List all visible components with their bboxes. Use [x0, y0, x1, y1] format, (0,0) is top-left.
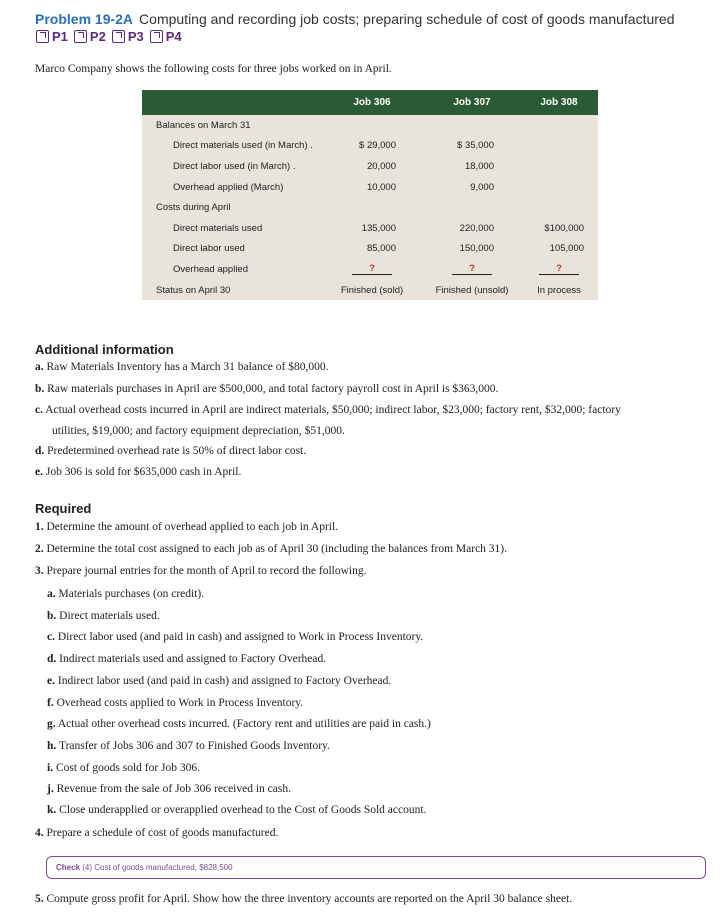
header-blank — [142, 90, 320, 115]
item-text: Predetermined overhead rate is 50% of direct labor cost. — [47, 445, 307, 457]
item-key: h. — [47, 740, 57, 752]
item-text: Actual other overhead costs incurred. (Factory rent and utilities are paid in cash.) — [57, 718, 431, 730]
learning-objective-links — [36, 29, 182, 44]
item-text: Compute gross profit for April. Show how the three inventory accounts are reported on the April 30 balance sheet. — [46, 893, 573, 905]
table-cell — [520, 136, 598, 157]
table-cell — [424, 115, 520, 136]
required-item — [47, 762, 200, 774]
item-text: Indirect materials used and assigned to Factory Overhead. — [59, 653, 327, 665]
table-row — [142, 218, 598, 239]
table-cell: Finished (sold) — [340, 284, 404, 296]
required-item — [47, 588, 204, 600]
check-label: Check — [56, 863, 81, 872]
item-text: Overhead costs applied to Work in Process Inventory. — [56, 697, 304, 709]
row-label: Direct labor used (in March) . — [173, 160, 296, 172]
item-key: f. — [47, 697, 54, 709]
required-item — [35, 827, 278, 839]
table-row — [142, 136, 598, 157]
item-key: a. — [47, 588, 56, 600]
table-cell: 9,000 — [470, 181, 494, 193]
table-header — [142, 90, 598, 115]
table-cell: 150,000 — [459, 243, 494, 255]
table-cell — [520, 115, 598, 136]
item-text: Materials purchases (on credit). — [58, 588, 205, 600]
check-text: (4) Cost of goods manufactured, $828,500 — [82, 863, 233, 872]
table-cell: In process — [537, 284, 581, 296]
required-item — [47, 631, 423, 643]
required-item — [35, 543, 507, 555]
item-text: Raw materials purchases in April are $500,000, and total factory payroll cost in April is $363,000. — [47, 383, 499, 395]
additional-item — [35, 445, 306, 457]
item-key: e. — [35, 466, 43, 478]
item-text: Transfer of Jobs 306 and 307 to Finished Goods Inventory. — [58, 740, 330, 752]
table-cell: 105,000 — [549, 243, 584, 255]
item-text: Close underapplied or overapplied overhead to the Cost of Goods Sold account. — [59, 804, 427, 816]
required-item — [47, 740, 330, 752]
table-cell: $ 29,000 — [359, 140, 396, 152]
problem-subtitle: Computing and recording job costs; preparing schedule of cost of goods manufactured — [139, 11, 675, 27]
table-cell: 85,000 — [366, 243, 396, 255]
external-link-icon — [150, 30, 163, 43]
table-cell — [520, 259, 598, 280]
table-cell: $100,000 — [544, 222, 584, 234]
item-key: g. — [47, 718, 56, 730]
table-cell — [520, 177, 598, 198]
item-text: Actual overhead costs incurred in April are indirect materials, $50,000; indirect labor, $23,000; factory rent, $32,000; factory — [45, 404, 621, 416]
external-link-icon — [112, 30, 125, 43]
row-label: Direct labor used — [173, 243, 245, 255]
required-heading: Required — [35, 501, 92, 516]
item-key: 4. — [35, 827, 44, 839]
item-key: c. — [35, 404, 43, 416]
external-link-icon — [74, 30, 87, 43]
required-item-5 — [35, 893, 572, 905]
table-cell: 135,000 — [361, 222, 396, 234]
item-key: 2. — [35, 543, 44, 555]
item-key: d. — [35, 445, 45, 457]
table-cell: 220,000 — [459, 222, 494, 234]
required-item — [47, 718, 431, 730]
item-text: Determine the amount of overhead applied to each job in April. — [46, 521, 339, 533]
table-cell: $ 35,000 — [457, 140, 494, 152]
check-box — [46, 856, 706, 879]
item-key: 1. — [35, 521, 44, 533]
item-key: k. — [47, 804, 57, 816]
link-p1[interactable] — [36, 29, 68, 44]
item-key: d. — [47, 653, 57, 665]
unknown-value: ? — [539, 263, 579, 275]
required-item — [35, 565, 367, 577]
table-cell: 18,000 — [464, 160, 494, 172]
item-text: Direct materials used. — [59, 610, 160, 622]
required-item — [47, 804, 426, 816]
item-text: utilities, $19,000; and factory equipment depreciation, $51,000. — [52, 425, 345, 437]
additional-heading: Additional information — [35, 342, 174, 357]
item-text: Prepare a schedule of cost of goods manufactured. — [46, 827, 279, 839]
table-row — [142, 156, 598, 177]
item-text: Determine the total cost assigned to each job as of April 30 (including the balances from March 31). — [46, 543, 508, 555]
required-item — [47, 697, 303, 709]
item-text: Direct labor used (and paid in cash) and assigned to Work in Process Inventory. — [57, 631, 424, 643]
link-label: P1 — [52, 29, 68, 44]
table-row — [142, 239, 598, 260]
unknown-value: ? — [352, 263, 392, 275]
item-key: j. — [47, 783, 54, 795]
link-label: P4 — [165, 29, 182, 44]
table-cell: 10,000 — [366, 181, 396, 193]
item-key: c. — [47, 631, 55, 643]
row-label: Status on April 30 — [156, 284, 231, 296]
required-item — [47, 653, 326, 665]
table-cell — [424, 197, 520, 218]
table-cell: 20,000 — [366, 160, 396, 172]
row-label: Balances on March 31 — [156, 119, 251, 131]
item-key: e. — [47, 675, 55, 687]
table-row — [142, 259, 598, 280]
required-item — [47, 783, 291, 795]
table-cell: Finished (unsold) — [435, 284, 509, 296]
header-job-307: Job 307 — [424, 90, 520, 115]
item-text: Raw Materials Inventory has a March 31 balance of $80,000. — [46, 361, 329, 373]
link-p4[interactable] — [150, 29, 182, 44]
item-key: i. — [47, 762, 54, 774]
additional-item — [35, 361, 328, 373]
link-label: P2 — [89, 29, 106, 44]
table-cell — [320, 115, 424, 136]
row-label: Costs during April — [156, 202, 231, 214]
header-job-308: Job 308 — [520, 90, 598, 115]
table-cell — [320, 259, 424, 280]
item-key: 5. — [35, 893, 44, 905]
link-p3[interactable] — [112, 29, 144, 44]
table-cell — [424, 259, 520, 280]
required-item — [35, 521, 338, 533]
additional-item — [35, 383, 498, 395]
item-key: b. — [35, 383, 45, 395]
item-key: a. — [35, 361, 44, 373]
link-p2[interactable] — [74, 29, 106, 44]
problem-title — [35, 11, 674, 27]
table-cell — [520, 156, 598, 177]
additional-item — [52, 425, 345, 437]
required-item — [47, 610, 160, 622]
additional-item — [35, 466, 241, 478]
external-link-icon — [36, 30, 49, 43]
row-label: Direct materials used — [173, 222, 263, 234]
item-text: Prepare journal entries for the month of April to record the following. — [46, 565, 367, 577]
header-job-306: Job 306 — [320, 90, 424, 115]
unknown-value: ? — [452, 263, 492, 275]
row-label: Overhead applied — [173, 263, 248, 275]
item-text: Indirect labor used (and paid in cash) and assigned to Factory Overhead. — [57, 675, 392, 687]
additional-item — [35, 404, 621, 416]
item-text: Cost of goods sold for Job 306. — [55, 762, 201, 774]
problem-id: Problem 19-2A — [35, 11, 134, 27]
table-row — [142, 197, 598, 218]
item-key: 3. — [35, 565, 44, 577]
intro-text: Marco Company shows the following costs for three jobs worked on in April. — [35, 63, 392, 75]
table-row — [142, 280, 598, 301]
row-label: Overhead applied (March) — [173, 181, 284, 193]
link-label: P3 — [127, 29, 144, 44]
row-label: Direct materials used (in March) . — [173, 140, 313, 152]
table-row — [142, 177, 598, 198]
required-item — [47, 675, 391, 687]
table-cell — [320, 197, 424, 218]
table-row — [142, 115, 598, 136]
table-cell — [520, 197, 598, 218]
job-costs-table — [142, 90, 598, 300]
item-key: b. — [47, 610, 57, 622]
item-text: Revenue from the sale of Job 306 received in cash. — [56, 783, 291, 795]
item-text: Job 306 is sold for $635,000 cash in April. — [45, 466, 242, 478]
